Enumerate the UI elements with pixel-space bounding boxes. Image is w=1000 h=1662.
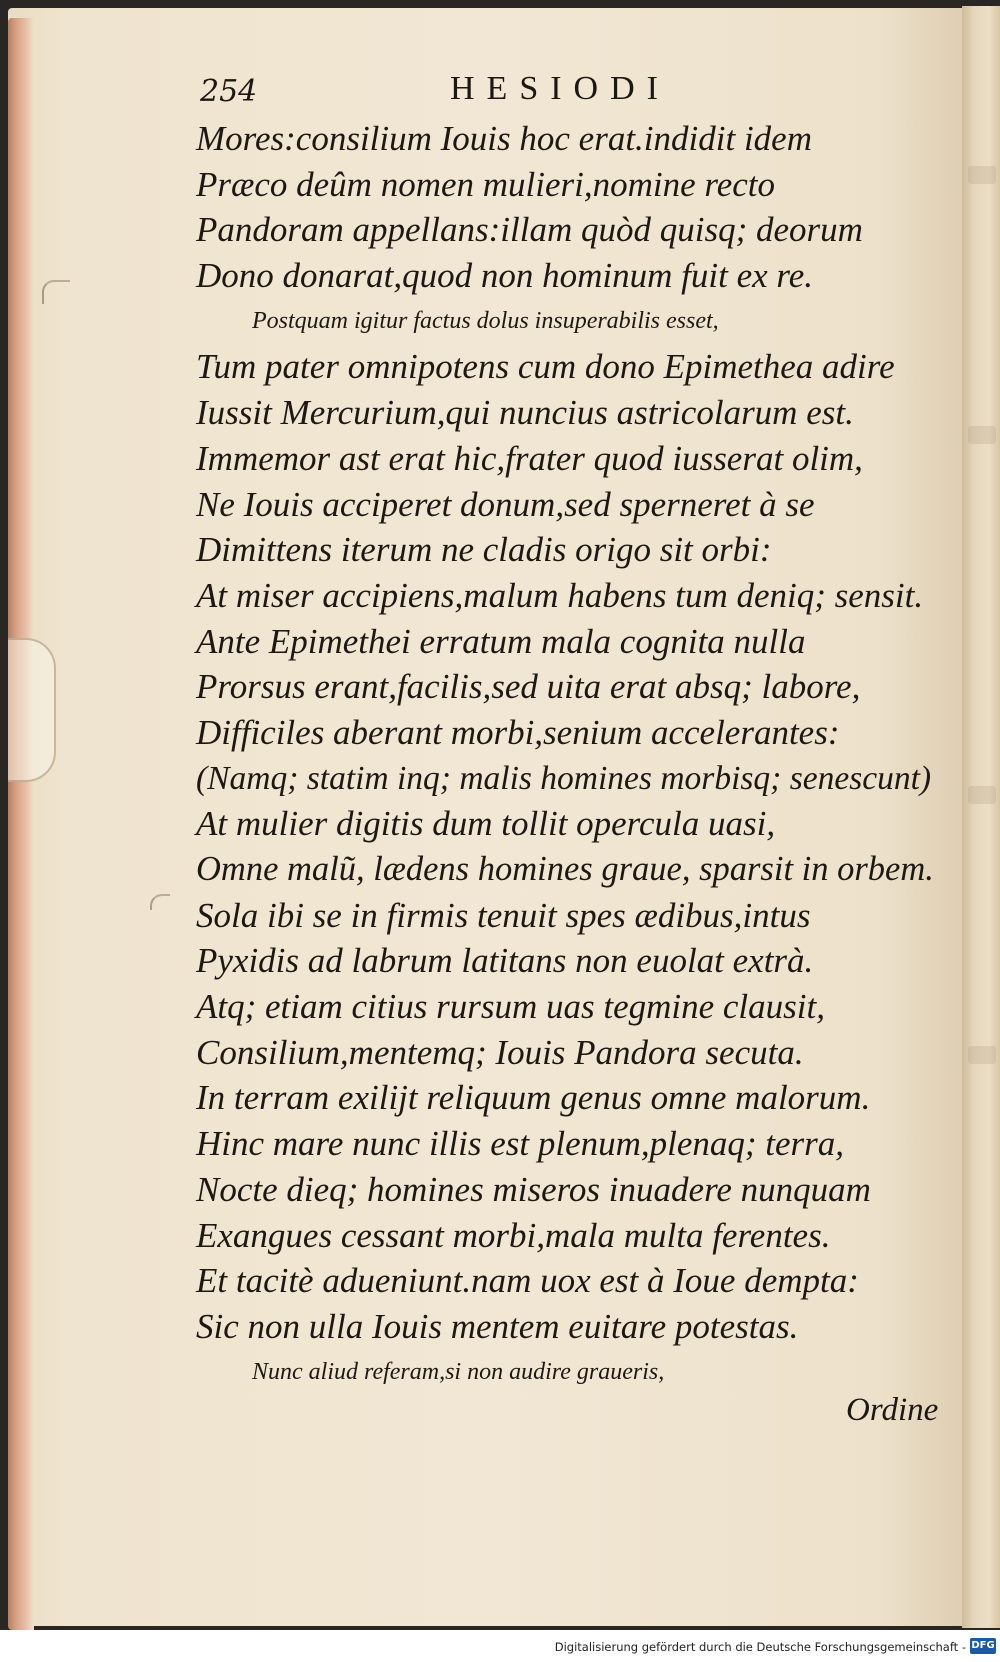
verse-line: Ne Iouis acciperet donum,sed sperneret à se: [196, 484, 815, 524]
verse-line: Sola ibi se in firmis tenuit spes ædibus,intus: [196, 895, 811, 935]
verse-line: Omne malũ, lædens homines graue, sparsit in orbem.: [196, 850, 934, 888]
verse-line: Dimittens iterum ne cladis origo sit orbi:: [196, 530, 772, 570]
ghost-mark: [968, 426, 996, 444]
verse-line: Postquam igitur factus dolus insuperabilis esset,: [252, 307, 719, 334]
margin-mark: [42, 280, 70, 304]
verse-line: Pandoram appellans:illam quòd quisq; deorum: [196, 210, 863, 250]
verse-line: In terram exilijt reliquum genus omne malorum.: [196, 1078, 871, 1118]
verse-line: Atq; etiam citius rursum uas tegmine clausit,: [196, 987, 825, 1027]
facing-page-edge: [962, 6, 1000, 1628]
funding-credit: Digitalisierung gefördert durch die Deutsche Forschungsgemeinschaft -: [554, 1640, 966, 1654]
verse-line: (Namq; statim inq; malis homines morbisq; senescunt): [196, 759, 932, 797]
verse-line: At miser accipiens,malum habens tum deniq; sensit.: [196, 575, 924, 615]
verse-line: At mulier digitis dum tollit opercula uasi,: [196, 804, 776, 844]
page-tab-bulge: [8, 638, 56, 782]
footer-bar: [0, 1630, 1000, 1662]
dfg-logo-icon: DFG: [970, 1638, 996, 1654]
ghost-mark: [968, 786, 996, 804]
margin-mark: [150, 894, 170, 910]
verse-line: Hinc mare nunc illis est plenum,plenaq; terra,: [196, 1124, 845, 1164]
verse-line: Dono donarat,quod non hominum fuit ex re.: [196, 256, 813, 296]
verse-line: Tum pater omnipotens cum dono Epimethea adire: [196, 347, 895, 387]
page-edge-left: [8, 18, 34, 1630]
page-header: [200, 70, 740, 116]
verse-line: Pyxidis ad labrum latitans non euolat extrà.: [196, 941, 814, 981]
verse-line: Mores:consilium Iouis hoc erat.indidit idem: [196, 119, 812, 158]
ghost-mark: [968, 166, 996, 184]
verse-line: Nocte dieq; homines miseros inuadere nunquam: [196, 1169, 871, 1209]
catchword: Ordine: [846, 1392, 939, 1428]
verse-line: Nunc aliud referam,si non audire graueris,: [252, 1358, 665, 1385]
ghost-mark: [968, 1046, 996, 1064]
verse-line: Immemor ast erat hic,frater quod iusserat olim,: [196, 438, 863, 478]
verse-line: Prorsus erant,facilis,sed uita erat absq; labore,: [196, 667, 861, 707]
page-number: 254: [200, 74, 258, 109]
book-page: [8, 8, 976, 1626]
verse-line: Sic non ulla Iouis mentem euitare potestas.: [196, 1306, 799, 1346]
verse-line: Exangues cessant morbi,mala multa ferentes.: [196, 1215, 831, 1255]
verse-line: Præco deûm nomen mulieri,nomine recto: [196, 164, 776, 204]
verse-line: Consilium,mentemq; Iouis Pandora secuta.: [196, 1032, 804, 1072]
verse-line: Et tacitè adueniunt.nam uox est à Ioue dempta:: [196, 1261, 859, 1301]
verse-line: Iussit Mercurium,qui nuncius astricolarum est.: [196, 393, 854, 433]
verse-text: [196, 116, 936, 1395]
verse-line: Difficiles aberant morbi,senium accelerantes:: [196, 712, 840, 752]
running-head: HESIODI: [450, 70, 670, 107]
verse-line: Ante Epimethei erratum mala cognita nulla: [196, 621, 806, 661]
